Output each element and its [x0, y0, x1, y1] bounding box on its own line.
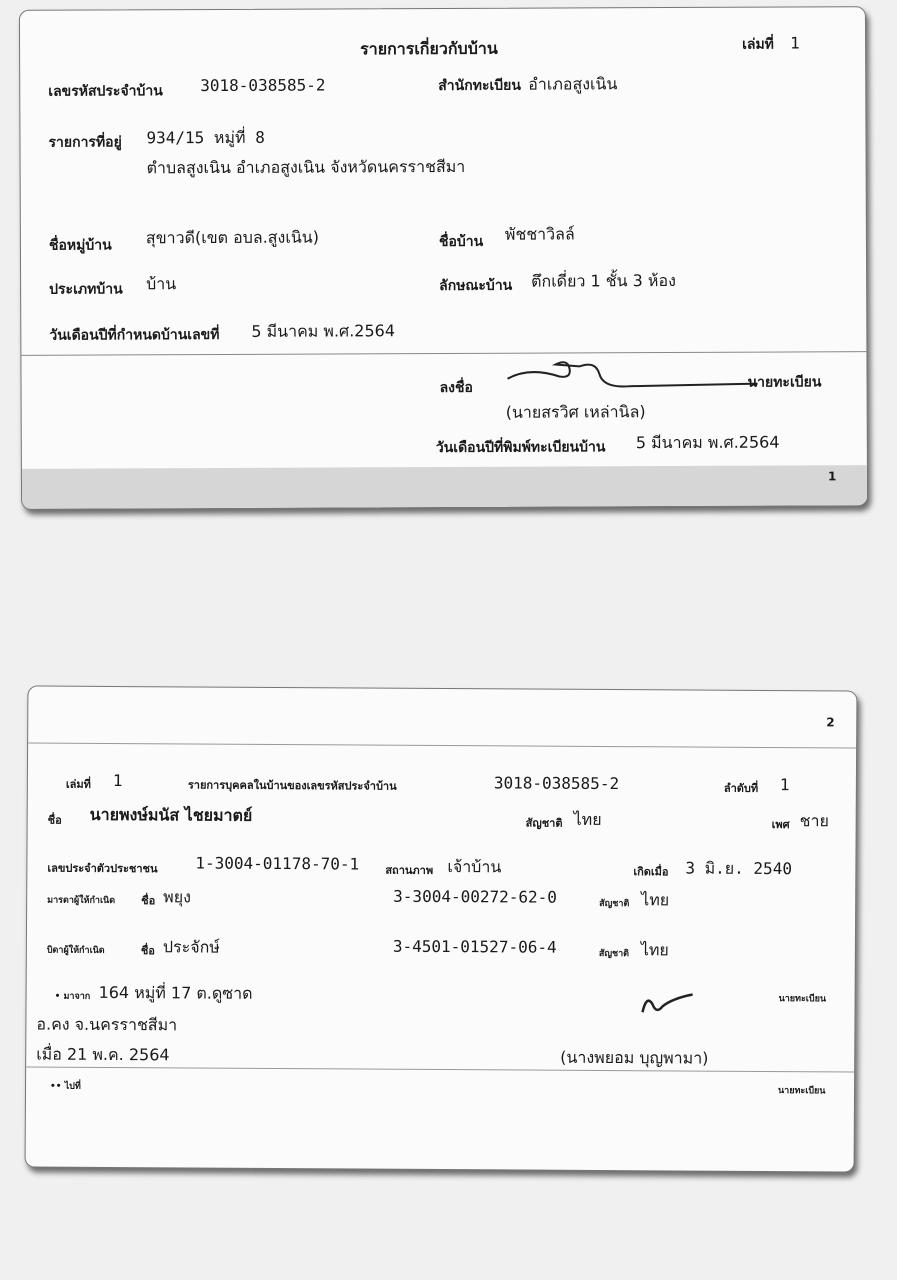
registrar-title: นายทะเบียน	[747, 374, 822, 391]
status-value: เจ้าบ้าน	[447, 857, 502, 877]
mother-label: มารดาผู้ให้กำเนิด	[47, 895, 116, 907]
card-footer-strip	[22, 465, 867, 509]
status-label: สถานภาพ	[385, 863, 434, 877]
house-info-card	[19, 6, 868, 510]
print-date-label: วันเดือนปีที่พิมพ์ทะเบียนบ้าน	[435, 439, 606, 457]
registrar-title-2: นายทะเบียน	[777, 1086, 826, 1097]
village-label: ชื่อหมู่บ้าน	[48, 237, 112, 254]
office-value: อำเภอสูงเนิน	[528, 74, 618, 94]
card-title: รายการเกี่ยวกับบ้าน	[360, 38, 498, 59]
house-id: 3018-038585-2	[200, 75, 326, 96]
village-value: สุขาวดี(เขต อบล.สูงเนิน)	[145, 227, 319, 248]
book-label: เล่มที่	[65, 777, 91, 791]
citizen-id: 1-3004-01178-70-1	[195, 853, 360, 874]
birth-label: เกิดเมื่อ	[633, 865, 669, 879]
mother-id: 3-3004-00272-62-0	[393, 886, 558, 907]
father-id: 3-4501-01527-06-4	[392, 936, 557, 957]
father-label: บิดาผู้ให้กำเนิด	[46, 945, 105, 956]
registrar-name: (นางพยอม บุญพามา)	[560, 1047, 709, 1068]
sex-label: เพศ	[771, 818, 790, 832]
book-label: เล่มที่	[742, 36, 774, 53]
registrar-signature	[638, 988, 698, 1018]
list-label: รายการบุคคลในบ้านของเลขรหัสประจำบ้าน	[187, 778, 397, 793]
name-label: ชื่อ	[47, 813, 62, 827]
section-divider	[26, 1066, 854, 1072]
page-number: 2	[826, 715, 835, 730]
move-in-address: 164 หมู่ที่ 17 ต.ดูซาด	[98, 982, 253, 1003]
house-name-label: ชื่อบ้าน	[438, 233, 484, 251]
father-nationality: ไทย	[640, 940, 669, 960]
citizen-id-label: เลขประจำตัวประชาชน	[47, 861, 158, 876]
move-in-date: เมื่อ 21 พ.ค. 2564	[36, 1044, 170, 1065]
father-nationality-label: สัญชาติ	[598, 948, 630, 960]
birth-date: 3 มิ.ย. 2540	[685, 858, 793, 879]
person-record-card	[25, 685, 858, 1172]
address-label: รายการที่อยู่	[48, 134, 122, 151]
house-char-label: ลักษณะบ้าน	[439, 277, 513, 295]
assign-date-label: วันเดือนปีที่กำหนดบ้านเลขที่	[49, 326, 220, 344]
header-rule	[28, 742, 856, 748]
registrar-title: นายทะเบียน	[778, 994, 827, 1005]
house-char-value: ตึกเดี่ยว 1 ชั้น 3 ห้อง	[531, 270, 676, 291]
mother-nationality: ไทย	[641, 890, 670, 910]
book-number: 1	[112, 770, 123, 791]
address-line-2: ตำบลสูงเนิน อำเภอสูงเนิน จังหวัดนครราชสีมา	[146, 156, 466, 178]
order-label: ลำดับที่	[723, 781, 759, 795]
house-name-value: พัชชาวิลล์	[504, 224, 575, 244]
house-type-label: ประเภทบ้าน	[49, 281, 123, 298]
page-number: 1	[827, 469, 837, 484]
nationality-label: สัญชาติ	[525, 816, 563, 830]
father-name-label: ชื่อ	[140, 944, 155, 958]
nationality-value: ไทย	[573, 809, 602, 829]
sex-value: ชาย	[799, 811, 829, 831]
address-line-1: 934/15 หมู่ที่ 8	[146, 127, 265, 148]
book-number: 1	[790, 33, 800, 53]
order-number: 1	[779, 775, 790, 795]
print-date-value: 5 มีนาคม พ.ศ.2564	[635, 432, 780, 453]
move-in-address-line-2: อ.คง จ.นครราชสีมา	[36, 1014, 178, 1035]
office-label: สำนักทะเบียน	[438, 77, 521, 95]
mother-name: พยุง	[163, 887, 191, 907]
assign-date-value: 5 มีนาคม พ.ศ.2564	[251, 321, 396, 341]
move-out-label: •• ไปที่	[49, 1081, 81, 1092]
house-id: 3018-038585-2	[493, 773, 620, 794]
mother-nationality-label: สัญชาติ	[599, 898, 630, 910]
registrar-signature	[499, 356, 759, 393]
mother-name-label: ชื่อ	[141, 894, 156, 908]
sign-label: ลงชื่อ	[439, 379, 473, 397]
registrar-name: (นายสรวิศ เหล่านิล)	[505, 402, 646, 422]
person-name: นายพงษ์มนัส ไชยมาตย์	[89, 804, 253, 825]
house-type-value: บ้าน	[146, 274, 177, 294]
father-name: ประจักษ์	[162, 937, 220, 957]
house-id-label: เลขรหัสประจำบ้าน	[48, 83, 163, 100]
move-in-label: • มาจาก	[54, 991, 91, 1002]
